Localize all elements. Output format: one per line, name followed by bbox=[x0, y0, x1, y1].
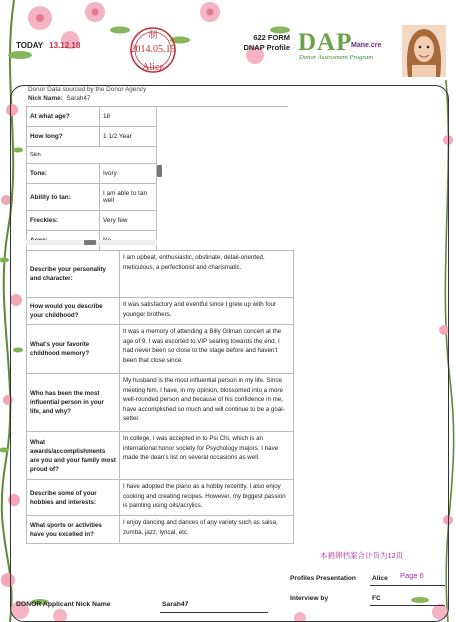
profiles-presentation-value: Alice bbox=[372, 575, 388, 582]
donor-nick-name: Nick Name: Sarah47 bbox=[28, 95, 91, 102]
total-page-count: 本捐卵档案合计页为12页 bbox=[320, 551, 404, 560]
form-id: 622 FORM DNAP Profile bbox=[243, 33, 290, 52]
brand-suffix: Mane.cre bbox=[351, 42, 382, 49]
resize-handle-right[interactable] bbox=[157, 165, 162, 177]
interview-by-value: FC bbox=[372, 595, 381, 602]
profiles-presentation-underline bbox=[370, 585, 445, 586]
table-row: What awards/accomplishments are you and your family most proud of? In college, I was accepted in to Psi Chi, which is an international honor society for Psychology majors. I have made the dean's list on several occasions as well. bbox=[27, 432, 294, 480]
table-row: Describe some of your hobbies and interests: I have adopted the piano as a hobby recently. I also enjoy cooking and creating recipes. However, my biggest passion is painting using oils/acrylics. bbox=[27, 480, 294, 516]
table-row: What sports or activities have you excelled in? I enjoy dancing and dances of any variety such as salsa, zumba, jazz, lyrical, etc. bbox=[27, 516, 294, 544]
table-row: How long? 1 1/2 Year bbox=[27, 127, 157, 147]
brand-logo: DAP bbox=[298, 29, 353, 56]
donor-portrait-icon bbox=[402, 25, 446, 77]
page-number: Page 6 bbox=[400, 571, 424, 580]
today-date: TODAY 13.12.18 bbox=[16, 41, 81, 50]
resize-handle-bottom[interactable] bbox=[84, 240, 96, 245]
table-row: Ability to tan: I am able to tan well bbox=[27, 184, 157, 211]
table-row: At what age? 18 bbox=[27, 107, 157, 127]
table-row: Skin bbox=[27, 147, 157, 164]
brand-subtitle: Donor Assessment Program bbox=[299, 54, 373, 61]
table-row: Describe your personality and character: I am upbeat, enthusiastic, obstinate, detail-oriented, meticulous, a perfectionist and charismatic. bbox=[27, 251, 294, 298]
table-row: How would you describe your childhood? It was satisfactory and eventful since I grew up with four younger brothers. bbox=[27, 298, 294, 325]
basic-info-table bbox=[26, 106, 157, 251]
table-row: Tone: Ivory bbox=[27, 164, 157, 184]
donor-photo bbox=[402, 25, 446, 77]
seal-stamp: 制 2014.05.15 Alice bbox=[118, 24, 188, 82]
interview-by-label: Interview by bbox=[290, 595, 329, 602]
profiles-presentation-label: Profiles Presentation bbox=[290, 575, 356, 582]
donor-source-title: Donor Data sourced by the Donor Agency bbox=[28, 86, 147, 93]
donor-nick-name-underline bbox=[160, 612, 268, 613]
table-row: What's your favorite childhood memory? It was a memory of attending a Billy Gilman concert at the age of 9. I was escorted to VIP seating towards the end. I had never been so close to the stage before and haven't been that close since. bbox=[27, 325, 294, 374]
donor-nick-name-label: DONOR Applicant Nick Name bbox=[16, 601, 111, 608]
donor-nick-name-value: Sarah47 bbox=[162, 601, 189, 608]
table-row: Freckles: Very few bbox=[27, 211, 157, 231]
interview-by-underline bbox=[370, 605, 445, 606]
qa-table bbox=[26, 250, 294, 544]
table-row: Who has been the most influential person in your life, and why? My husband is the most influential person in my life. Since meeting him, I have, in my opinion, blossomed into a more well-rounded person and because of his confidence in me, have accomplished so much and will continue to be a goal-setter. bbox=[27, 374, 294, 432]
